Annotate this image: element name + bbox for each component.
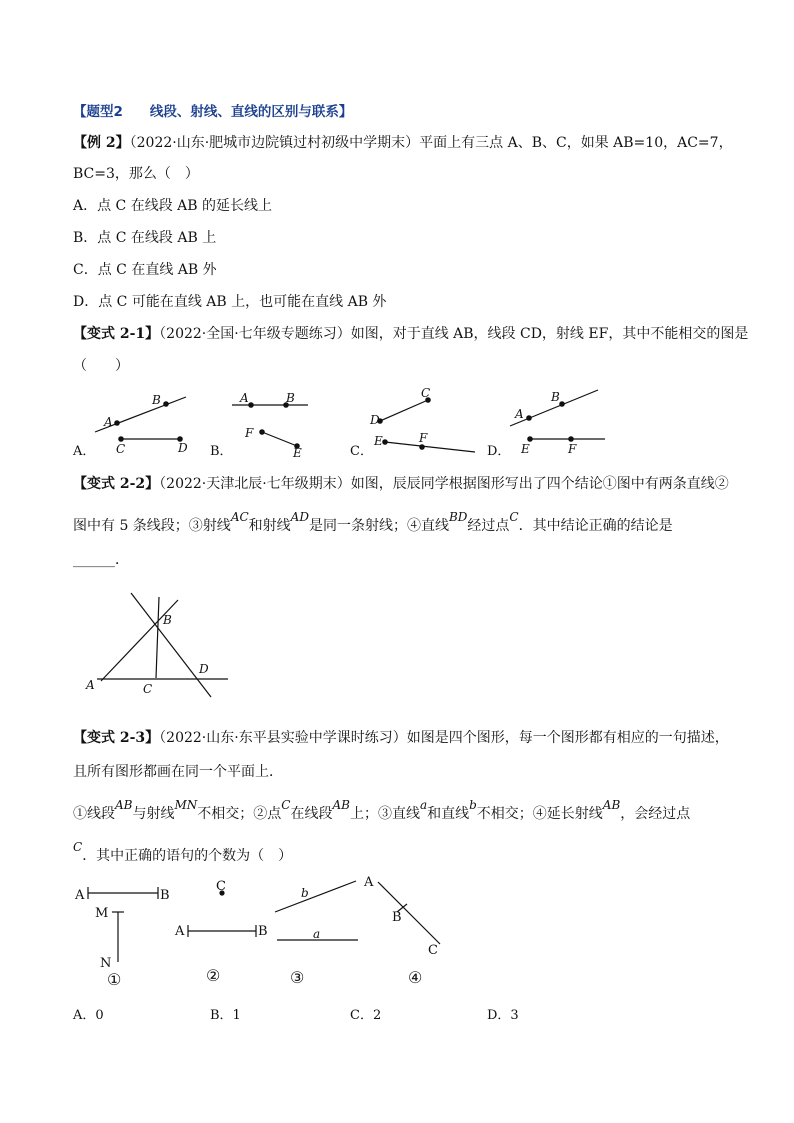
point-c xyxy=(119,437,123,441)
label: C xyxy=(216,879,226,894)
point-a xyxy=(249,403,253,407)
line-b xyxy=(275,881,356,912)
v23-sup-b: b xyxy=(469,798,477,812)
v21-tag: 【变式 2-1】 xyxy=(73,326,160,342)
label: E xyxy=(293,446,302,460)
label: B xyxy=(163,613,172,627)
v23-sup-ab-3: AB xyxy=(602,798,621,812)
v22-line2d: 经过点 xyxy=(467,518,510,534)
v23-sup-c-2: C xyxy=(73,840,83,854)
v21-line1: （2022·全国·七年级专题练习）如图，对于直线 AB，线段 CD，射线 EF，其中不能相交的图是 xyxy=(159,326,749,342)
v23-line4: ．其中正确的语句的个数为（ ） xyxy=(82,848,293,864)
ex2-option-a: A．点 C 在线段 AB 的延长线上 xyxy=(73,198,273,214)
label: A xyxy=(515,407,524,421)
point-b xyxy=(164,402,168,406)
v21-choice-a: A． xyxy=(73,444,96,459)
point-b xyxy=(560,402,564,406)
v23-s3: 不相交；②点 xyxy=(197,806,282,822)
label: D xyxy=(370,413,380,427)
v23-figure-4 xyxy=(378,882,440,944)
v23-fig-num-2: ② xyxy=(206,966,221,985)
v23-s6: 和直线 xyxy=(427,806,470,822)
v22-sup-bd: BD xyxy=(448,510,468,524)
ex2-option-b: B．点 C 在线段 AB 上 xyxy=(73,230,217,246)
label: A xyxy=(86,678,95,692)
v22-sup-c: C xyxy=(509,510,519,524)
v21-choice-d: D． xyxy=(487,444,511,459)
label: M xyxy=(95,906,109,921)
v22-sup-ac: AC xyxy=(230,510,249,524)
v23-line1: （2022·山东·东平县实验中学课时练习）如图是四个图形，每一个图形都有相应的一句描述， xyxy=(159,730,729,746)
v22-line1: （2022·天津北辰·七年级期末）如图，辰辰同学根据图形写出了四个结论①图中有两条直线② xyxy=(159,476,729,492)
label: C xyxy=(428,943,438,958)
v21-choice-c: C． xyxy=(350,444,373,459)
v22-line2a: 图中有 5 条线段；③射线 xyxy=(73,518,231,534)
section-title: 【题型2 线段、射线、直线的区别与联系】 xyxy=(73,104,353,120)
v23-s8: ，会经过点 xyxy=(620,806,691,822)
label: B xyxy=(160,888,170,903)
v23-figure-2 xyxy=(188,925,256,937)
v22-tag: 【变式 2-2】 xyxy=(73,476,160,492)
v23-answer-b: B．1 xyxy=(210,1008,241,1023)
v23-sup-a: a xyxy=(419,798,428,812)
label: A xyxy=(75,888,85,903)
point-a xyxy=(115,421,119,425)
v21-line2: （ ） xyxy=(73,358,129,374)
segment-cd-c xyxy=(380,400,428,421)
ex2-option-c: C．点 C 在直线 AB 外 xyxy=(73,262,217,278)
label: F xyxy=(568,442,577,456)
ex2-line2: BC=3，那么（ ） xyxy=(73,166,199,182)
label: B xyxy=(392,910,402,925)
v23-sup-ab-1: AB xyxy=(115,798,133,812)
v23-s4: 在线段 xyxy=(290,806,333,822)
v23-s5: 上；③直线 xyxy=(349,806,420,822)
v23-answer-a: A．0 xyxy=(73,1008,104,1023)
label: A xyxy=(364,875,374,890)
label: D xyxy=(199,662,209,676)
v23-tag: 【变式 2-3】 xyxy=(73,730,160,746)
v22-figure xyxy=(97,593,228,697)
v22-line2b: 和射线 xyxy=(248,518,291,534)
point-e xyxy=(528,437,532,441)
v23-fig-num-1: ① xyxy=(107,970,122,989)
label: B xyxy=(551,390,560,404)
v22-line2c: 是同一条射线；④直线 xyxy=(308,518,449,534)
label: C xyxy=(143,682,153,696)
label: E xyxy=(374,434,383,448)
label: B xyxy=(286,391,295,405)
label: C xyxy=(116,442,126,456)
label: F xyxy=(419,431,428,445)
v23-sup-ab-2: AB xyxy=(332,798,350,812)
v23-answer-d: D．3 xyxy=(487,1008,519,1023)
v21-figure-b xyxy=(232,403,308,448)
v23-fig-num-3: ③ xyxy=(290,968,305,987)
point-e xyxy=(383,440,387,444)
v22-blank: ______． xyxy=(73,552,129,568)
v23-s1: ①线段 xyxy=(73,806,115,822)
label: E xyxy=(521,442,530,456)
v22-sup-ad: AD xyxy=(290,510,309,524)
v23-fig-num-4: ④ xyxy=(408,968,423,987)
v23-line2: 且所有图形都画在同一个平面上． xyxy=(73,764,283,780)
point-f xyxy=(420,445,424,449)
line-cb xyxy=(156,597,159,678)
ray-ab xyxy=(378,882,440,944)
label: B xyxy=(152,393,161,407)
label: b xyxy=(301,886,309,900)
ray-ef-c xyxy=(385,442,475,452)
label: F xyxy=(245,426,254,440)
v23-figure-1 xyxy=(88,887,158,962)
label: C xyxy=(421,386,431,400)
label: a xyxy=(313,927,321,941)
label: D xyxy=(178,441,188,455)
ex2-tag: 【例 2】 xyxy=(73,135,130,151)
v23-sup-mn: MN xyxy=(174,798,198,812)
v23-answer-c: C．2 xyxy=(350,1008,382,1023)
point-f xyxy=(569,437,573,441)
point-f xyxy=(260,430,264,434)
label: A xyxy=(240,391,249,405)
ex2-line1: （2022·山东·肥城市边院镇过村初级中学期末）平面上有三点 A、B、C，如果 AB=10，AC=7， xyxy=(129,135,733,151)
label: B xyxy=(258,924,268,939)
v22-line2e: ．其中结论正确的结论是 xyxy=(518,518,673,534)
v23-s7: 不相交；④延长射线 xyxy=(476,806,603,822)
label: A xyxy=(104,415,113,429)
ex2-option-d: D．点 C 可能在直线 AB 上，也可能在直线 AB 外 xyxy=(73,294,387,310)
v21-choice-b: B． xyxy=(210,444,233,459)
v23-s2: 与射线 xyxy=(132,806,175,822)
label: N xyxy=(100,956,112,971)
point-a xyxy=(527,416,531,420)
v23-sup-c-1: C xyxy=(281,798,291,812)
ray-ef-b xyxy=(262,432,297,446)
label: A xyxy=(175,924,185,939)
